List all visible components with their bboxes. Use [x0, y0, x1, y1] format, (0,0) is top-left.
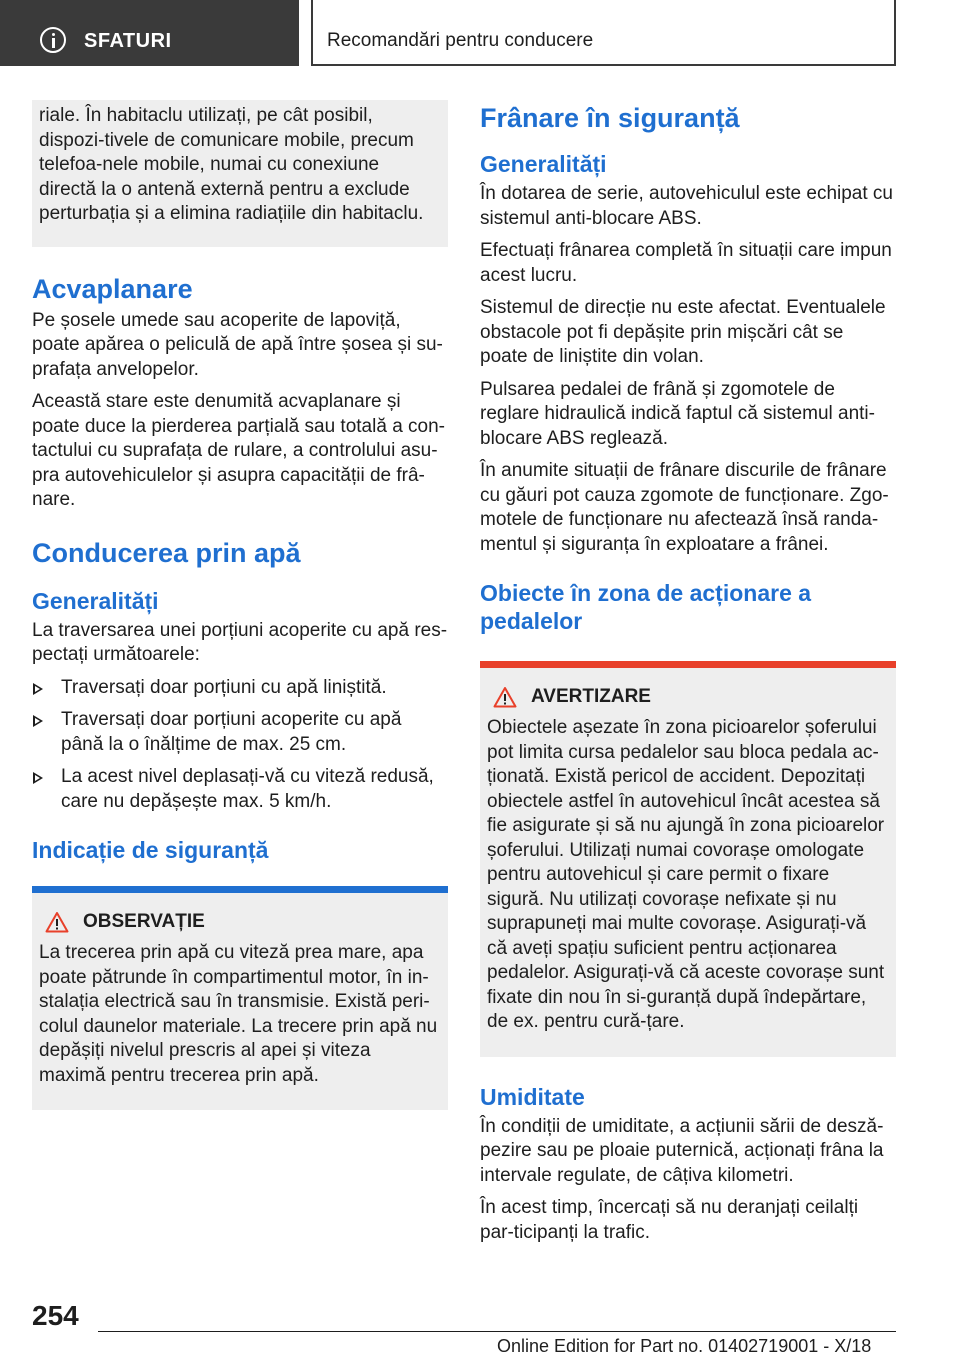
- triangle-bullet-icon: [33, 772, 43, 784]
- acvaplanare-paragraph-2: Această stare este denumită acvaplanare și poate duce la pierderea parțială sau totală a con-tactului cu suprafața de rulare, a controlului asu-pra autovehiculelor și asupra capacității de frâ-nare.: [32, 391, 445, 510]
- page-number: 254: [32, 1300, 79, 1331]
- triangle-bullet-icon: [33, 683, 43, 695]
- list-item: Traversați doar porțiuni acoperite cu apă până la o înălțime de max. 25 cm.: [32, 708, 448, 757]
- chapter-title: Recomandări pentru conducere: [327, 30, 594, 51]
- notice-title: OBSERVAȚIE: [45, 911, 441, 933]
- section-header: [0, 0, 299, 66]
- intro-box: [32, 100, 448, 247]
- obiecte-heading: Obiecte în zona de acționare a pedalelor: [480, 580, 812, 634]
- apa-list: [32, 676, 448, 815]
- info-icon: [40, 27, 66, 53]
- franare-paragraph-3: Sistemul de direcție nu este afectat. Eventualele obstacole pot fi depășite prin mișcări cât se poate de liniștite din volan.: [480, 297, 886, 367]
- warning-triangle-icon: [45, 911, 69, 933]
- safety-heading: Indicație de siguranță: [32, 837, 269, 863]
- list-item: Traversați doar porțiuni cu apă liniștită.: [32, 676, 448, 701]
- apa-general-heading: Generalități: [32, 587, 159, 614]
- franare-general-heading: Generalități: [480, 151, 607, 177]
- footer-divider: [98, 1331, 896, 1332]
- franare-paragraph-5: În anumite situații de frânare discurile de frânare cu găuri pot cauza zgomote de funcționare. Zgo-motele de funcționare nu afectează însă randa-mentul și siguranța în exploatare a frânei.: [480, 460, 889, 555]
- umiditate-heading: Umiditate: [480, 1083, 585, 1110]
- franare-paragraph-4: Pulsarea pedalei de frână și zgomotele de reglare hidraulică indică faptul că sistemul anti-blocare ABS reglează.: [480, 378, 875, 449]
- franare-heading: Frânare în siguranță: [480, 103, 740, 133]
- acvaplanare-paragraph-1: Pe șosele umede sau acoperite de lapoviță, poate apărea o peliculă de apă între șosea și su-prafața anvelopelor.: [32, 309, 443, 380]
- umiditate-paragraph-1: În condiții de umiditate, a acțiunii sării de desză-pezire sau pe ploaie puternică, acționați frâna la intervale regulate, de câțiva kilometri.: [480, 1115, 884, 1186]
- acvaplanare-heading: Acvaplanare: [32, 273, 193, 304]
- right-column: [480, 100, 896, 1253]
- warning-title: AVERTIZARE: [493, 686, 889, 708]
- intro-text: riale. În habitaclu utilizați, pe cât posibil, dispozi-tivele de comunicare mobile, precum telefoa-nele mobile, numai cu conexiune directă la o antenă externă pentru a exclude perturbația și a elimina radiațiile din habitaclu.: [39, 105, 424, 224]
- umiditate-paragraph-2: În acest timp, încercați să nu deranjați ceilalți par-ticipanți la trafic.: [480, 1197, 859, 1243]
- apa-heading: Conducerea prin apă: [32, 537, 301, 568]
- warning-triangle-icon: [493, 686, 517, 708]
- observatie-notice: [32, 886, 448, 1110]
- section-title: SFATURI: [84, 30, 172, 52]
- apa-general-paragraph: La traversarea unei porțiuni acoperite cu apă res-pectați următoarele:: [32, 619, 448, 665]
- notice-text: La trecerea prin apă cu viteză prea mare, apa poate pătrunde în compartimentul motor, în in-stalația electrică sau în transmisie. Există peri-colul daunelor materiale. La trecere prin apă nu depășiți nivelul prescris al apei și viteza maximă pentru trecerea prin apă.: [39, 942, 438, 1086]
- avertizare-notice: [480, 661, 896, 1057]
- edition-text: Online Edition for Part no. 01402719001 - X/18: [497, 1336, 872, 1356]
- left-column: [32, 100, 448, 1110]
- franare-paragraph-1: În dotarea de serie, autovehiculul este echipat cu sistemul anti-blocare ABS.: [480, 183, 893, 229]
- chapter-header: [311, 0, 896, 66]
- franare-paragraph-2: Efectuați frânarea completă în situații care impun acest lucru.: [480, 240, 892, 286]
- warning-text: Obiectele așezate în zona picioarelor șoferului pot limita cursa pedalelor sau bloca pedala ac-ționată. Există pericol de accident. Depozitați obiectele astfel în autovehicul încât acestea să fie asigurate și să nu ajungă în zona picioarelor șoferului. Utilizați numai covorașe omologate pentru autovehicul și care permit o fixare sigură. Nu utilizați covorașe nefixate și nu suprapuneți mai multe covorașe. Asigurați-vă că aveți spațiu suficient pentru acționarea pedalelor. Asigurați-vă că aceste covorașe sunt fixate din nou în si-guranță după îndepărtare, de ex. pentru cură-țare.: [487, 717, 885, 1032]
- list-item: La acest nivel deplasați-vă cu viteză redusă, care nu depășește max. 5 km/h.: [32, 765, 448, 814]
- triangle-bullet-icon: [33, 715, 43, 727]
